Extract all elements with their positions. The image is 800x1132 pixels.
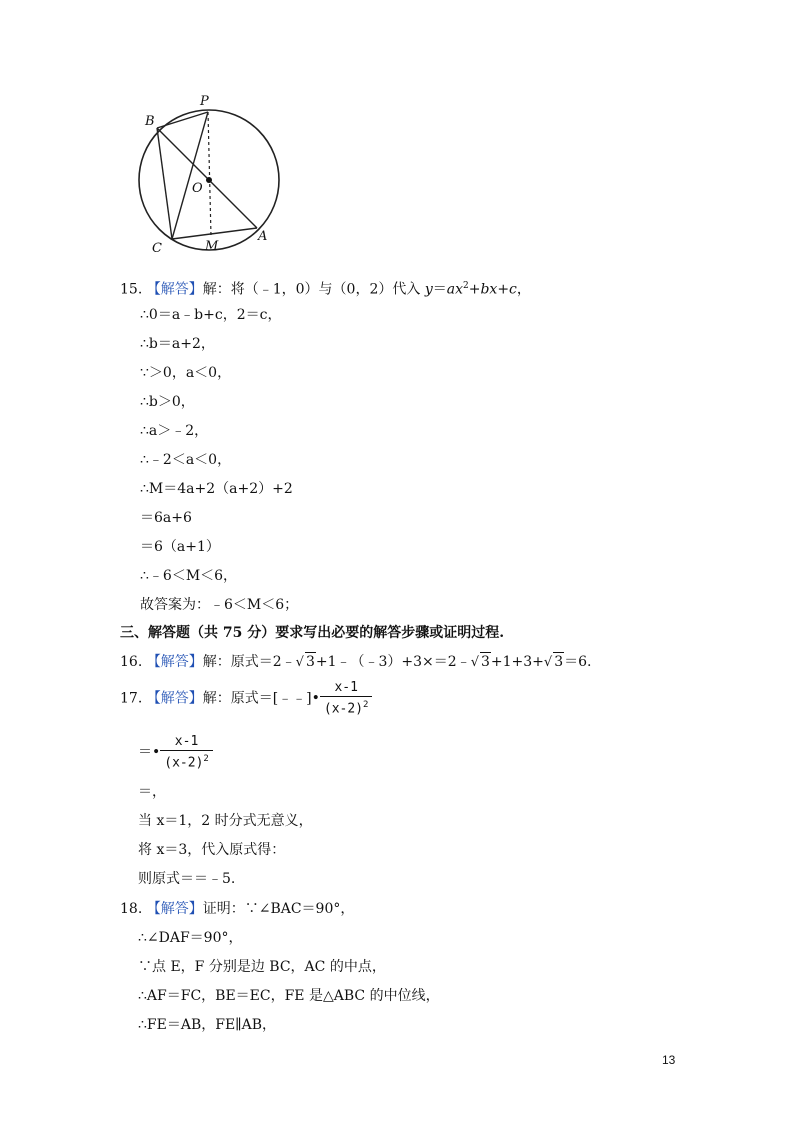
answer-tag: 【解答】	[146, 281, 203, 298]
sqrt-sign: √	[295, 655, 304, 670]
q15-intro: 解：将（﹣1，0）与（0，2）代入	[202, 281, 425, 298]
q16-part: 解：原式＝2﹣	[202, 654, 296, 670]
segment-ca	[172, 228, 257, 239]
segment-pc	[172, 112, 208, 239]
sqrt-sign: √	[470, 655, 479, 670]
q17-part: ＝•	[138, 744, 161, 761]
q15-eq-c: +c	[497, 281, 517, 298]
answer-tag: 【解答】	[146, 654, 203, 670]
q18-line5: ∴FE＝AB，FE∥AB，	[138, 1017, 277, 1033]
fraction-numerator: x-1	[334, 680, 358, 695]
q15-line: ＝6a+6	[140, 510, 192, 526]
q17-line1	[120, 680, 372, 717]
q15-header	[120, 277, 531, 299]
q15-eq-end: ，	[516, 281, 531, 298]
answer-tag: 【解答】	[146, 690, 203, 707]
q15-line: ∴a＞﹣2，	[140, 423, 209, 439]
segment-pm-dashed	[208, 112, 211, 236]
sqrt-radicand: 3	[480, 654, 490, 670]
q15-line: ∴﹣6＜M＜6，	[140, 568, 238, 584]
segment-bc	[157, 128, 172, 239]
q15-line: ∴b＞0，	[140, 394, 195, 410]
q16-part: +1+3+	[490, 654, 544, 670]
label-m: M	[205, 239, 219, 254]
fraction	[320, 680, 373, 717]
circle-geometry-figure	[130, 88, 290, 258]
q18-number: 18.	[120, 901, 143, 917]
q15-number: 15.	[120, 281, 143, 298]
q15-eq-eq: ＝	[432, 281, 447, 298]
q15-line: ∴M＝4a+2（a+2）+2	[140, 481, 293, 497]
q17-line6: 则原式＝＝﹣5.	[138, 871, 236, 887]
q17-line5: 将 x＝3，代入原式得：	[138, 842, 286, 858]
q15-eq-sup: 2	[462, 281, 469, 291]
fraction-denominator: $(x-2)^2$	[160, 750, 213, 771]
q18-line1	[120, 900, 354, 918]
q17-part: 解：原式＝[﹣﹣]•	[202, 690, 320, 707]
label-b: B	[145, 114, 155, 129]
q16-part: +1﹣（﹣3）+3×＝2﹣	[315, 654, 471, 670]
q16-line	[120, 652, 592, 672]
q18-line2: ∴∠DAF＝90°，	[138, 930, 243, 946]
section-title: 三、解答题（共 75 分）要求写出必要的解答步骤或证明过程.	[120, 625, 505, 641]
q18-line4: ∴AF＝FC，BE＝EC，FE 是△ABC 的中位线，	[138, 988, 440, 1004]
fraction	[160, 734, 213, 771]
label-c: C	[152, 241, 162, 256]
q15-line: ∴0＝a﹣b+c，2＝c，	[140, 307, 282, 323]
q17-line3: ＝，	[138, 784, 166, 800]
answer-tag: 【解答】	[146, 901, 203, 917]
page-number: 13	[662, 1053, 676, 1067]
q18-part: 证明：∵∠BAC＝90°，	[202, 901, 355, 917]
q15-line: ＝6（a+1）	[140, 539, 220, 555]
q15-line: ∴﹣2＜a＜0，	[140, 452, 232, 468]
fraction-denominator: $(x-2)^2$	[320, 696, 373, 717]
sqrt-sign: √	[543, 655, 553, 670]
q18-line3: ∵点 E，F 分别是边 BC，AC 的中点，	[138, 959, 386, 975]
center-point	[206, 177, 212, 183]
q16-part: ＝6.	[564, 654, 592, 670]
q17-number: 17.	[120, 690, 143, 707]
q15-line: ∴b＝a+2，	[140, 336, 215, 352]
q15-eq-b: +bx	[468, 281, 498, 298]
sqrt-radicand: 3	[305, 654, 315, 670]
q15-eq-y: y	[424, 281, 433, 298]
q15-line: 故答案为：﹣6＜M＜6；	[140, 597, 299, 613]
q15-line: ∵＞0，a＜0，	[140, 365, 232, 381]
q15-eq-a: ax	[446, 281, 463, 298]
q17-line4: 当 x＝1，2 时分式无意义，	[138, 813, 313, 829]
label-a: A	[258, 229, 268, 244]
sqrt-radicand: 3	[554, 654, 564, 670]
fraction-numerator: x-1	[174, 734, 199, 749]
label-o: O	[192, 181, 203, 196]
label-p: P	[200, 94, 209, 109]
q17-line2	[138, 734, 213, 771]
q16-number: 16.	[120, 654, 143, 670]
